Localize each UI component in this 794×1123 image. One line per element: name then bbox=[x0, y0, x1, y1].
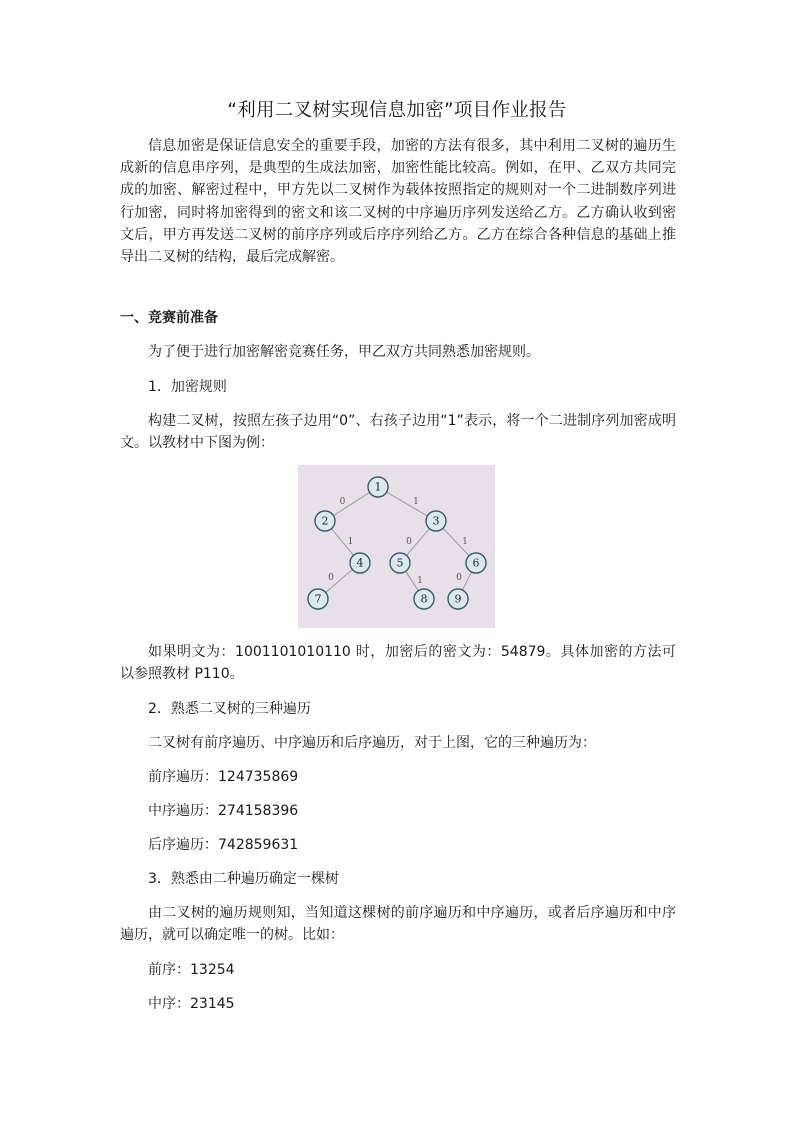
tree-edge-label-1-3: 1 bbox=[413, 497, 419, 507]
binary-tree-figure bbox=[298, 465, 495, 628]
postorder-traversal: 后序遍历：742859631 bbox=[148, 837, 299, 853]
tree-node-7 bbox=[308, 589, 328, 609]
tree-node-label: 3 bbox=[432, 514, 440, 528]
tree-node-label: 9 bbox=[454, 592, 462, 606]
preorder-traversal: 前序遍历：124735869 bbox=[148, 769, 299, 785]
section-lead: 为了便于进行加密解密竞赛任务，甲乙双方共同熟悉加密规则。 bbox=[148, 344, 540, 360]
tree-node-6 bbox=[466, 553, 486, 573]
tree-edge-1-3 bbox=[387, 492, 428, 516]
binary-tree-diagram bbox=[298, 465, 495, 628]
tree-node-label: 2 bbox=[321, 514, 329, 528]
tree-edge-label-4-7: 0 bbox=[328, 573, 334, 583]
tree-node-label: 6 bbox=[472, 556, 480, 570]
tree-node-label: 7 bbox=[314, 592, 322, 606]
tree-edge-label-2-4: 1 bbox=[347, 537, 354, 547]
tree-node-1 bbox=[368, 477, 388, 497]
tree-edge-6-9 bbox=[462, 572, 471, 590]
tree-edge-label-3-6: 1 bbox=[462, 537, 468, 547]
determine-tree-text: 由二叉树的遍历规则知，当知道这棵树的前序遍历和中序遍历，或者后序遍历和中序遍历，就可以确定唯一的树。比如： bbox=[120, 905, 676, 944]
tree-edge-label-6-9: 0 bbox=[456, 573, 462, 583]
inorder-traversal: 中序遍历：274158396 bbox=[148, 803, 299, 819]
page-title: “利用二叉树实现信息加密”项目作业报告 bbox=[227, 100, 567, 121]
tree-edge-label-5-8: 1 bbox=[417, 576, 423, 586]
traversals-intro: 二叉树有前序遍历、中序遍历和后序遍历，对于上图，它的三种遍历为： bbox=[148, 735, 596, 751]
section-heading-preparation: 一、竞赛前准备 bbox=[120, 310, 218, 326]
tree-node-4 bbox=[350, 553, 370, 573]
tree-node-label: 5 bbox=[396, 556, 404, 570]
tree-node-2 bbox=[315, 511, 335, 531]
intro-paragraph: 信息加密是保证信息安全的重要手段，加密的方法有很多，其中利用二叉树的遍历生成新的信息串序列，是典型的生成法加密，加密性能比较高。例如，在甲、乙双方共同完成的加密、解密过程中，甲方先以二叉树作为载体按照指定的规则对一个二进制数序列进行加密，同时将加密得到的密文和该二叉树的中序遍历序列发送给乙方。乙方确认收到密文后，甲方再发送二叉树的前序序列或后序序列给乙方。乙方在综合各种信息的基础上推导出二叉树的结构，最后完成解密。 bbox=[120, 138, 676, 266]
example-inorder: 中序：23145 bbox=[148, 996, 235, 1012]
tree-node-label: 1 bbox=[374, 480, 382, 494]
subheading-traversals: 2．熟悉二叉树的三种遍历 bbox=[148, 701, 311, 717]
subheading-determine-tree: 3．熟悉由二种遍历确定一棵树 bbox=[148, 871, 339, 887]
tree-edge-label-3-5: 0 bbox=[406, 537, 412, 547]
encryption-example: 如果明文为：1001101010110 时，加密后的密文为：54879。具体加密的方法可以参照教材 P110。 bbox=[120, 644, 676, 683]
tree-node-9 bbox=[448, 589, 468, 609]
tree-node-8 bbox=[414, 589, 434, 609]
tree-node-3 bbox=[426, 511, 446, 531]
tree-edge-label-1-2: 0 bbox=[339, 497, 346, 507]
encryption-rules-text: 构建二叉树，按照左孩子边用“0”、右孩子边用“1”表示，将一个二进制序列加密成明文。以教材中下图为例： bbox=[120, 413, 676, 452]
tree-node-label: 8 bbox=[420, 592, 428, 606]
subheading-encryption-rules: 1．加密规则 bbox=[148, 379, 227, 395]
tree-node-label: 4 bbox=[356, 556, 364, 570]
example-preorder: 前序：13254 bbox=[148, 962, 235, 978]
tree-node-5 bbox=[390, 553, 410, 573]
